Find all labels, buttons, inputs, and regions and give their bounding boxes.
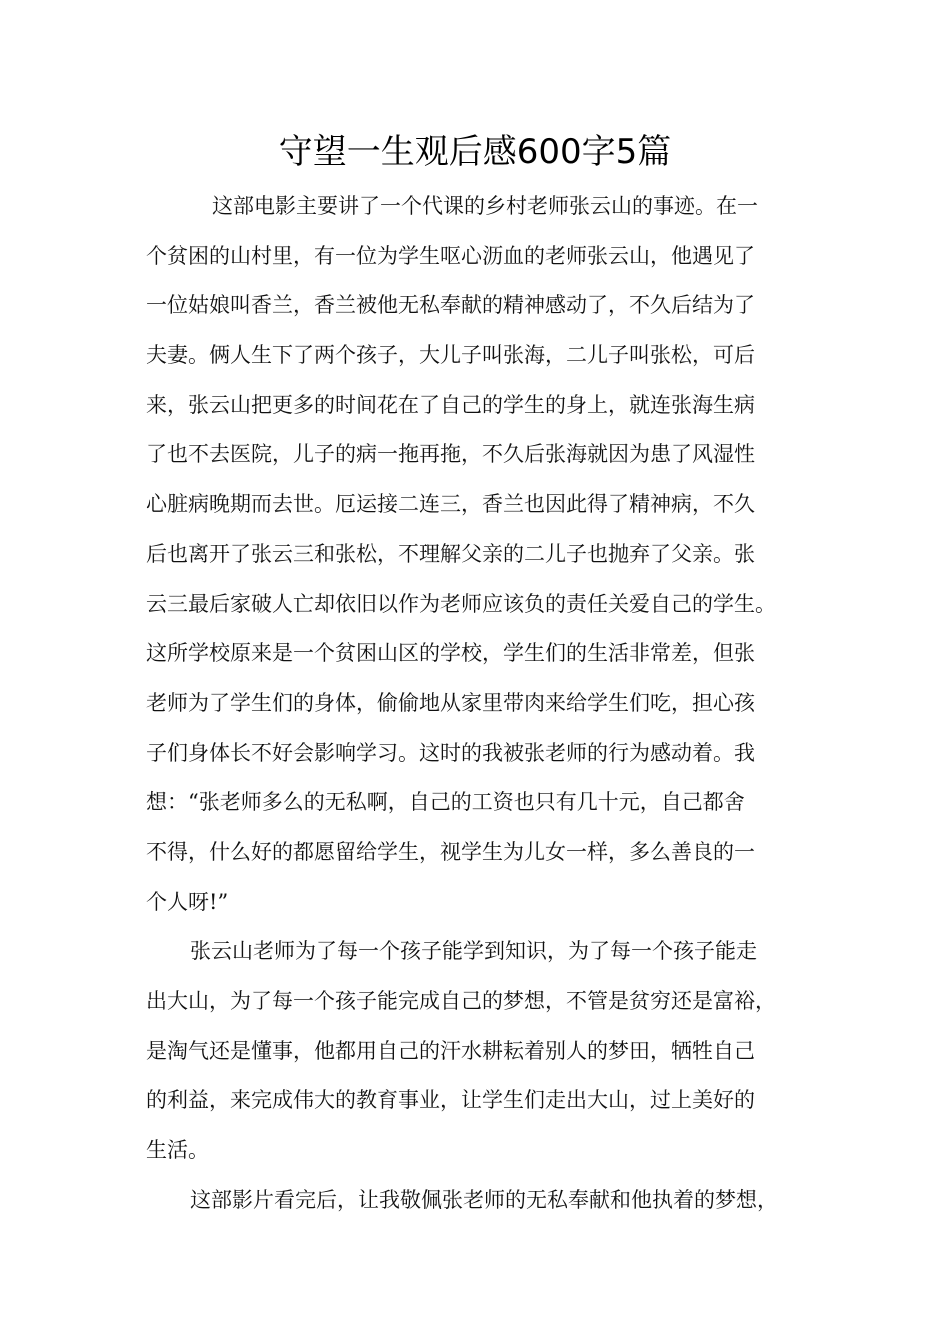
text-line: 夫妻。俩人生下了两个孩子，大儿子叫张海，二儿子叫张松，可后 xyxy=(146,343,755,368)
text-line: 生活。 xyxy=(146,1138,209,1163)
text-line: 后也离开了张云三和张松，不理解父亲的二儿子也抛弃了父亲。张 xyxy=(146,541,755,566)
text-line: 个贫困的山村里，有一位为学生呕心沥血的老师张云山，他遇见了 xyxy=(146,243,755,268)
text-line: 云三最后家破人亡却依旧以作为老师应该负的责任关爱自己的学生。 xyxy=(146,591,776,616)
text-line: 这部电影主要讲了一个代课的乡村老师张云山的事迹。在一 xyxy=(212,194,758,218)
text-line: 心脏病晚期而去世。厄运接二连三，香兰也因此得了精神病，不久 xyxy=(146,492,755,517)
paragraph-3 xyxy=(146,1176,836,1226)
document-title: 守望一生观后感600字5篇 xyxy=(278,132,672,172)
text-line: 一位姑娘叫香兰，香兰被他无私奉献的精神感动了，不久后结为了 xyxy=(146,293,755,318)
text-line: 出大山，为了每一个孩子能完成自己的梦想，不管是贫穷还是富裕， xyxy=(146,989,776,1013)
paragraph-1 xyxy=(146,182,836,927)
text-line: 张云山老师为了每一个孩子能学到知识，为了每一个孩子能走 xyxy=(190,939,757,964)
text-line: 这部影片看完后，让我敬佩张老师的无私奉献和他执着的梦想， xyxy=(190,1187,778,1212)
text-line: 的利益，来完成伟大的教育事业，让学生们走出大山，过上美好的 xyxy=(146,1088,755,1113)
text-line: 子们身体长不好会影响学习。这时的我被张老师的行为感动着。我 xyxy=(146,740,755,765)
text-line: 老师为了学生们的身体，偷偷地从家里带肉来给学生们吃，担心孩 xyxy=(146,690,755,715)
text-line: 是淘气还是懂事，他都用自己的汗水耕耘着别人的梦田，牺牲自己 xyxy=(146,1038,755,1063)
paragraph-2 xyxy=(146,927,836,1175)
text-line: 这所学校原来是一个贫困山区的学校，学生们的生活非常差，但张 xyxy=(146,641,755,666)
text-line: 想：“张老师多么的无私啊，自己的工资也只有几十元，自己都舍 xyxy=(146,790,745,815)
document-body xyxy=(146,182,836,1225)
text-line: 个人呀!” xyxy=(146,889,229,914)
text-line: 来，张云山把更多的时间花在了自己的学生的身上，就连张海生病 xyxy=(146,392,755,417)
text-line: 不得，什么好的都愿留给学生，视学生为儿女一样，多么善良的一 xyxy=(146,839,755,864)
text-line: 了也不去医院，儿子的病一拖再拖，不久后张海就因为患了风湿性 xyxy=(146,442,755,467)
